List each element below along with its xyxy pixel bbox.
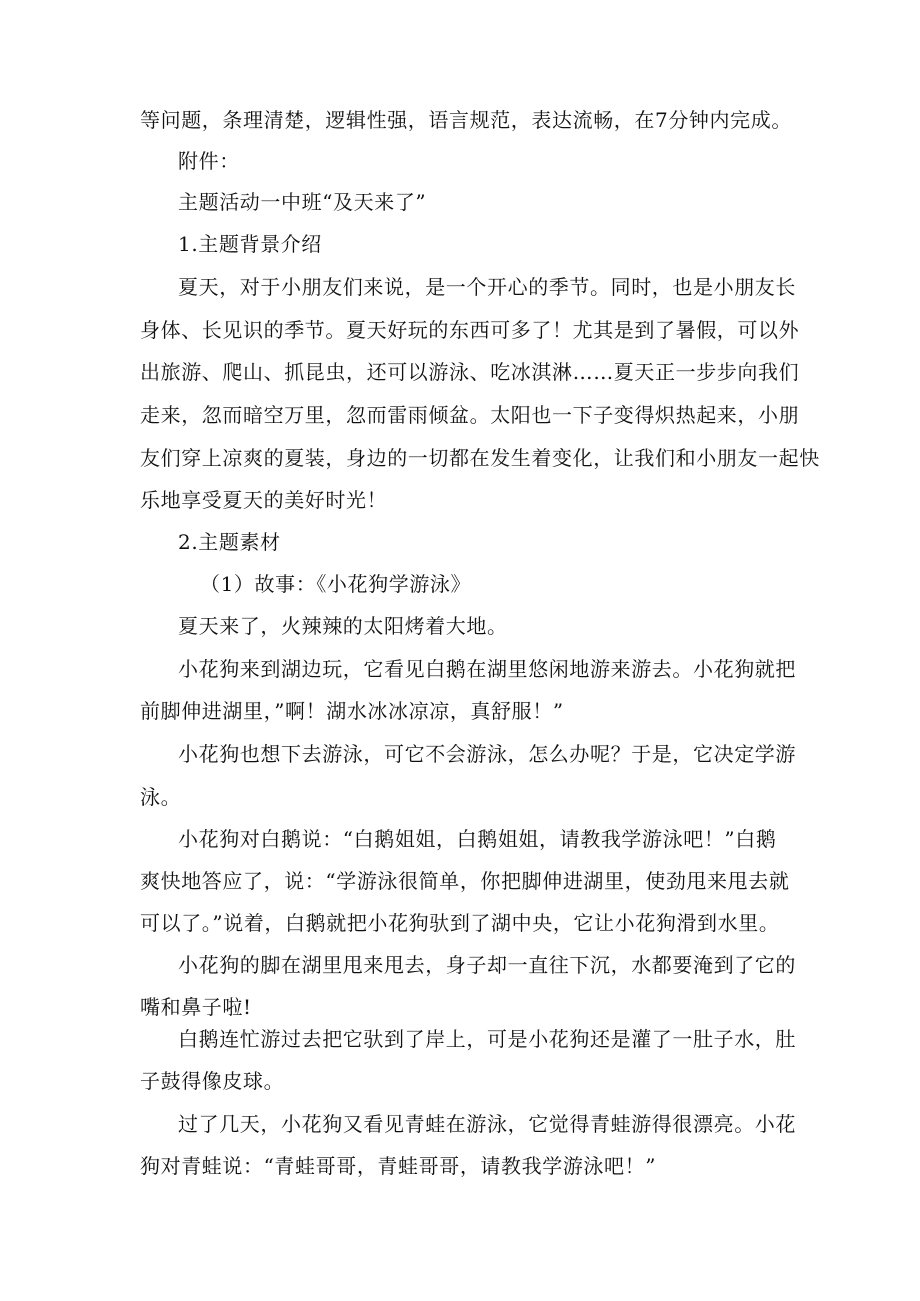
- paragraph-line: 身体、长见识的季节。夏天好玩的东西可多了！尤其是到了暑假，可以外: [140, 318, 800, 342]
- story-line: 小花狗也想下去游泳，可它不会游泳，怎么办呢？于是，它决定学游: [178, 742, 796, 766]
- story-line: 前脚伸进湖里，”啊！湖水冰冰凉凉，真舒服！”: [140, 699, 564, 723]
- theme-title: 主题活动一中班“及天来了”: [178, 190, 427, 214]
- paragraph-line: 友们穿上凉爽的夏装，身边的一切都在发生着变化，让我们和小朋友一起快: [140, 446, 820, 470]
- paragraph-line: 走来，忽而暗空万里，忽而雷雨倾盆。太阳也一下子变得炽热起来，小朋: [140, 403, 800, 427]
- story-line: 小花狗来到湖边玩，它看见白鹅在湖里悠闲地游来游去。小花狗就把: [178, 657, 796, 681]
- story-line: 爽快地答应了，说：“学游泳很简单，你把脚伸进湖里，使劲甩来甩去就: [140, 869, 790, 893]
- paragraph-line: 夏天，对于小朋友们来说，是一个开心的季节。同时，也是小朋友长: [178, 275, 796, 299]
- attachment-label: 附件：: [178, 149, 240, 173]
- text-line: 等问题，条理清楚，逻辑性强，语言规范，表达流畅，在7分钟内完成。: [140, 108, 792, 132]
- story-line: 小花狗对白鹅说：“白鹅姐姐，白鹅姐姐，请教我学游泳吧！”白鹅: [178, 827, 777, 851]
- story-line: 小花狗的脚在湖里甩来甩去，身子却一直往下沉，水都要淹到了它的: [178, 953, 796, 977]
- section-heading: 1.主题背景介绍: [178, 232, 322, 256]
- story-line: 泳。: [140, 785, 182, 809]
- section-heading: 2.主题素材: [178, 530, 281, 554]
- story-line: 过了几天，小花狗又看见青蛙在游泳，它觉得青蛙游得很漂亮。小花: [178, 1112, 796, 1136]
- story-line: 嘴和鼻子啦!: [140, 995, 252, 1019]
- story-line: 狗对青蛙说：“青蛙哥哥，青蛙哥哥，请教我学游泳吧！”: [140, 1154, 657, 1178]
- paragraph-line: 乐地享受夏天的美好时光！: [140, 488, 388, 512]
- story-line: 可以了。”说着，白鹅就把小花狗驮到了湖中央，它让小花狗滑到水里。: [140, 911, 780, 935]
- story-title: （1）故事：《小花狗学游泳》: [200, 572, 472, 596]
- story-line: 子鼓得像皮球。: [140, 1069, 285, 1093]
- paragraph-line: 出旅游、爬山、抓昆虫，还可以游泳、吃冰淇淋……夏天正一步步向我们: [140, 360, 800, 384]
- story-line: 夏天来了，火辣辣的太阳烤着大地。: [178, 614, 508, 638]
- story-line: 白鹅连忙游过去把它驮到了岸上，可是小花狗还是灌了一肚子水，肚: [178, 1027, 796, 1051]
